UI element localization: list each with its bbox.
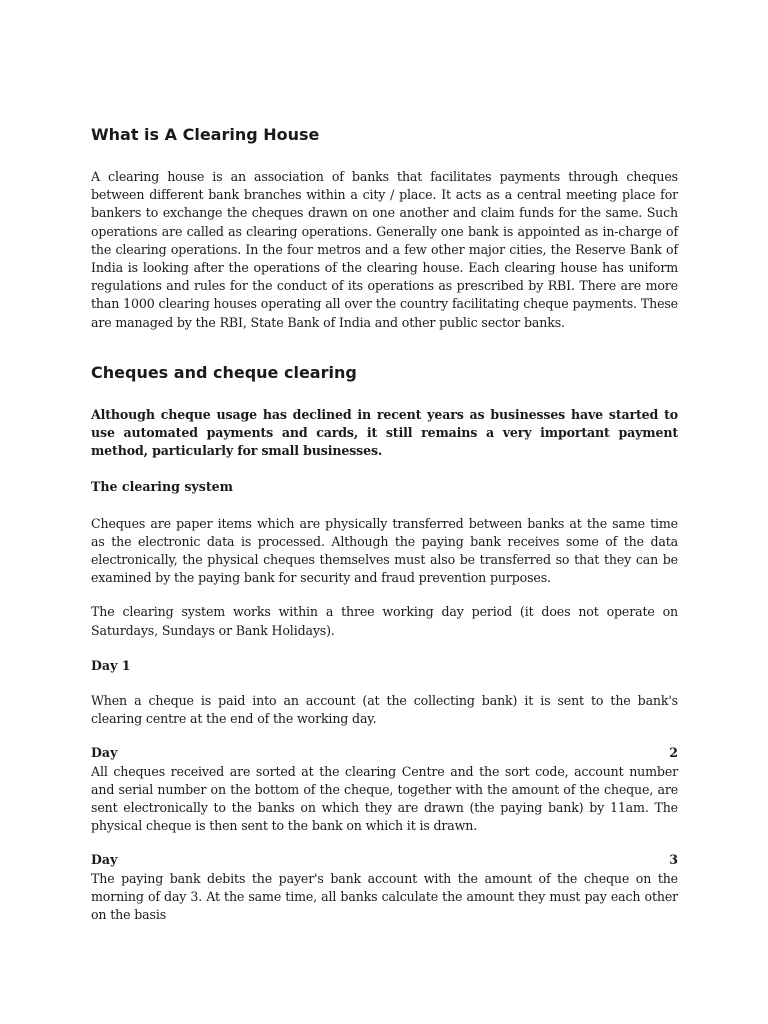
day2-label [91, 744, 678, 762]
day1-label: Day 1 [91, 657, 131, 673]
subheading-clearing-system: The clearing system [91, 479, 233, 495]
paragraph-clearing-house: A clearing house is an association of banks that facilitates payments through cheques between different bank branches within a city / place. It acts as a central meeting place for bankers to exchange the cheques drawn on one another and claim funds for the same. Such operations are called as clearing operations. Generally one bank is appointed as in-charge of the clearing operations. In the four metros and a few other major cities, the Reserve Bank of India is looking after the operations of the clearing house. Each clearing house has uniform regulations and rules for the conduct of its operations as prescribed by RBI. There are more than 1000 clearing houses operating all over the country facilitating cheque payments. These are managed by the RBI, State Bank of India and other public sector banks. [91, 169, 678, 330]
day2-paragraph: All cheques received are sorted at the clearing Centre and the sort code, account number and serial number on the bottom of the cheque, together with the amount of the cheque, are sent electronically to the banks on which they are drawn (the paying bank) by 11am. The physical cheque is then sent to the bank on which it is drawn. [91, 763, 678, 834]
paragraph-three-day-period: The clearing system works within a three working day period (it does not operate on Saturdays, Sundays or Bank Holidays). [91, 604, 678, 638]
day3-number: 3 [669, 852, 678, 868]
day1-paragraph: When a cheque is paid into an account (at the collecting bank) it is sent to the bank's clearing centre at the end of the working day. [91, 693, 678, 727]
day3-word: Day [91, 852, 118, 868]
intro-bold-paragraph: Although cheque usage has declined in recent years as businesses have started to use automated payments and cards, it still remains a very important payment method, particularly for small businesses. [91, 406, 678, 459]
day3-label [91, 851, 678, 869]
day3-paragraph: The paying bank debits the payer's bank account with the amount of the cheque on the morning of day 3. At the same time, all banks calculate the amount they must pay each other on the basis [91, 870, 678, 923]
paragraph-physical-transfer: Cheques are paper items which are physically transferred between banks at the same time as the electronic data is processed. Although the paying bank receives some of the data electronically, the physical cheques themselves must also be transferred so that they can be examined by the paying bank for security and fraud prevention purposes. [91, 515, 678, 586]
day2-number: 2 [669, 745, 678, 761]
heading-clearing-house: What is A Clearing House [91, 125, 320, 144]
day2-word: Day [91, 745, 118, 761]
heading-cheque-clearing: Cheques and cheque clearing [91, 362, 357, 382]
